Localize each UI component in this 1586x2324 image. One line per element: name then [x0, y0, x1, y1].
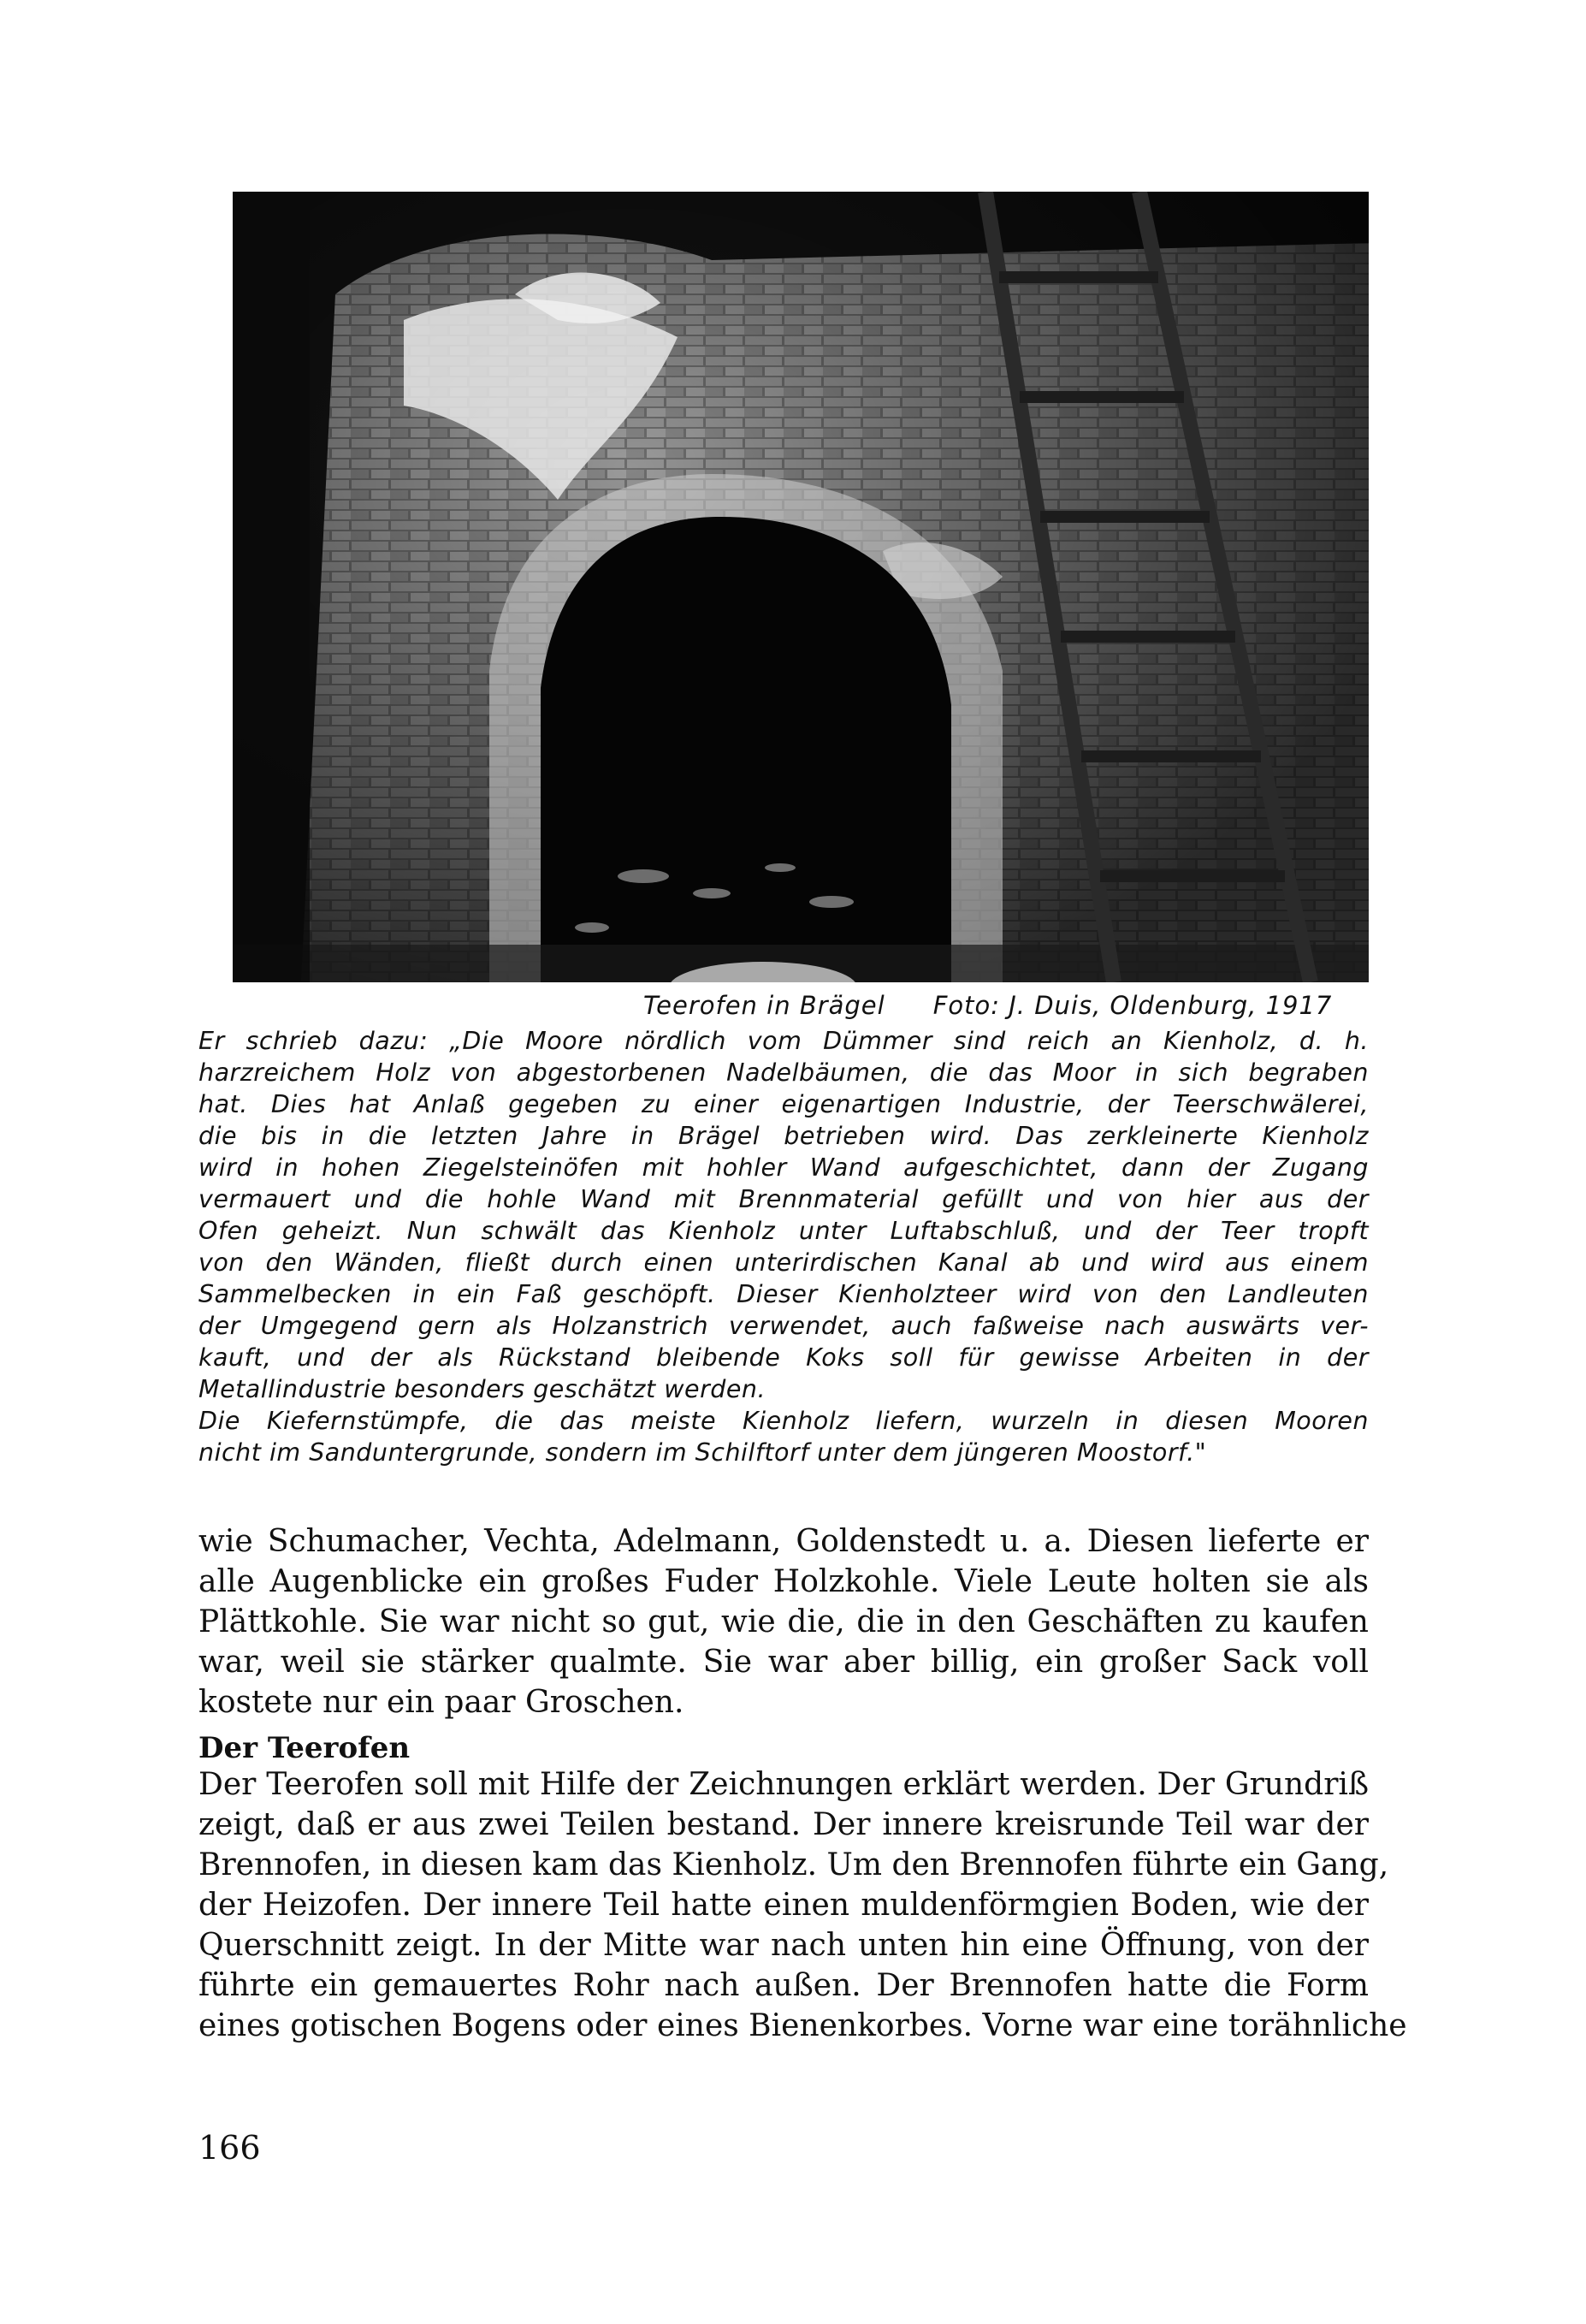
- kiln-photograph: [233, 192, 1369, 982]
- caption-credit: Foto: J. Duis, Oldenburg, 1917: [932, 991, 1333, 1020]
- quoted-passage: [198, 1025, 1369, 1468]
- quote-line: von den Wänden, fließt durch einen unterirdischen Kanal ab und wird aus einem: [198, 1248, 1369, 1277]
- body-line: der Heizofen. Der innere Teil hatte einen muldenförmgien Boden, wie der: [198, 1888, 1369, 1923]
- section-heading: Der Teerofen: [198, 1731, 411, 1765]
- quote-line: hat. Dies hat Anlaß gegeben zu einer eigenartigen Industrie, der Teerschwälerei,: [198, 1090, 1369, 1118]
- kiln-photo-image: [233, 192, 1369, 982]
- body-line: Plättkohle. Sie war nicht so gut, wie die, die in den Geschäften zu kaufen: [198, 1604, 1369, 1639]
- quote-line: kauft, und der als Rückstand bleibende Koks soll für gewisse Arbeiten in der: [198, 1343, 1369, 1372]
- quote-line: der Umgegend gern als Holzanstrich verwendet, auch faßweise nach auswärts ver-: [198, 1312, 1369, 1340]
- body-line: Querschnitt zeigt. In der Mitte war nach unten hin eine Öffnung, von der: [198, 1928, 1369, 1963]
- quote-line: nicht im Sanduntergrunde, sondern im Schilftorf unter dem jüngeren Moostorf.": [198, 1438, 1207, 1467]
- quote-line: Die Kiefernstümpfe, die das meiste Kienholz liefern, wurzeln in diesen Mooren: [198, 1407, 1369, 1435]
- quote-line: Sammelbecken in ein Faß geschöpft. Dieser Kienholzteer wird von den Landleuten: [198, 1280, 1369, 1308]
- body-line: kostete nur ein paar Groschen.: [198, 1685, 684, 1720]
- body-line: alle Augenblicke ein großes Fuder Holzkohle. Viele Leute holten sie als: [198, 1564, 1369, 1599]
- body-line: eines gotischen Bogens oder eines Bienenkorbes. Vorne war eine torähnliche: [198, 2008, 1407, 2043]
- quote-line: vermauert und die hohle Wand mit Brennmaterial gefüllt und von hier aus der: [198, 1185, 1369, 1213]
- quote-line: harzreichem Holz von abgestorbenen Nadelbäumen, die das Moor in sich begraben: [198, 1058, 1369, 1087]
- quote-line: die bis in die letzten Jahre in Brägel betrieben wird. Das zerkleinerte Kienholz: [198, 1122, 1369, 1150]
- body-line: wie Schumacher, Vechta, Adelmann, Goldenstedt u. a. Diesen lieferte er: [198, 1524, 1369, 1559]
- quote-line: wird in hohen Ziegelsteinöfen mit hohler Wand aufgeschichtet, dann der Zugang: [198, 1153, 1369, 1182]
- body-paragraph-1: [198, 1521, 1369, 1722]
- body-line: Der Teerofen soll mit Hilfe der Zeichnungen erklärt werden. Der Grundriß: [198, 1767, 1369, 1802]
- quote-line: Er schrieb dazu: „Die Moore nördlich vom Dümmer sind reich an Kienholz, d. h.: [198, 1027, 1369, 1055]
- quote-line: Metallindustrie besonders geschätzt werden.: [198, 1375, 766, 1403]
- caption-title: Teerofen in Brägel: [643, 991, 885, 1020]
- quote-line: Ofen geheizt. Nun schwält das Kienholz unter Luftabschluß, und der Teer tropft: [198, 1217, 1369, 1245]
- body-line: zeigt, daß er aus zwei Teilen bestand. Der innere kreisrunde Teil war der: [198, 1807, 1369, 1842]
- photo-caption: [643, 991, 1332, 1020]
- body-paragraph-2: [198, 1764, 1407, 2046]
- body-line: war, weil sie stärker qualmte. Sie war aber billig, ein großer Sack voll: [198, 1645, 1369, 1680]
- page-number: 166: [198, 2129, 261, 2167]
- body-line: Brennofen, in diesen kam das Kienholz. Um den Brennofen führte ein Gang,: [198, 1847, 1389, 1882]
- body-line: führte ein gemauertes Rohr nach außen. Der Brennofen hatte die Form: [198, 1968, 1369, 2003]
